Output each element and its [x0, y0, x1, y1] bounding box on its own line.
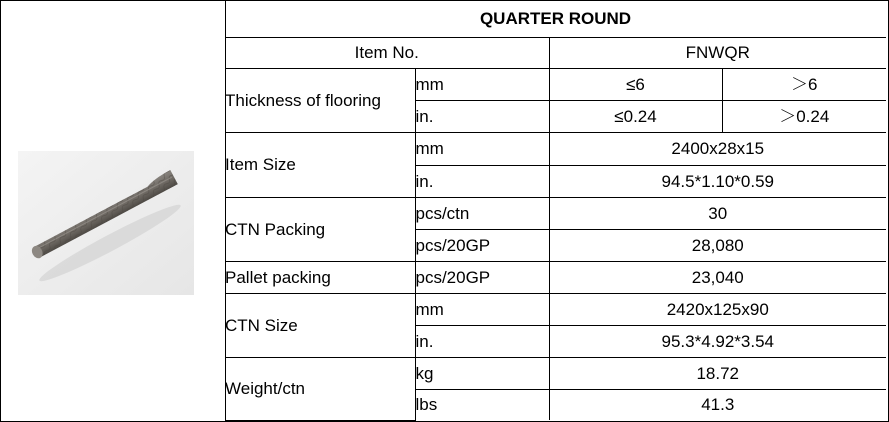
item-size-in-value: 94.5*1.10*0.59 — [549, 165, 886, 197]
weight-label: Weight/ctn — [225, 357, 415, 420]
unit-cell: mm — [415, 132, 549, 165]
unit-cell: mm — [415, 293, 549, 325]
weight-lbs-value: 41.3 — [549, 389, 886, 420]
unit-cell: in. — [415, 325, 549, 357]
unit-cell: lbs — [415, 389, 549, 420]
ctn-size-mm-value: 2420x125x90 — [549, 293, 886, 325]
item-size-label: Item Size — [225, 132, 415, 197]
ctn-size-in-value: 95.3*4.92*3.54 — [549, 325, 886, 357]
ctn-packing-label: CTN Packing — [225, 197, 415, 261]
pallet-packing-value: 23,040 — [549, 261, 886, 293]
unit-cell: in. — [415, 165, 549, 197]
unit-cell: mm — [415, 68, 549, 100]
pallet-packing-label: Pallet packing — [225, 261, 415, 293]
weight-kg-value: 18.72 — [549, 357, 886, 389]
unit-cell: pcs/20GP — [415, 261, 549, 293]
unit-cell: pcs/20GP — [415, 229, 549, 261]
ctn-packing-pcs-ctn-value: 30 — [549, 197, 886, 229]
thickness-mm-b: ＞6 — [722, 68, 886, 100]
unit-cell: in. — [415, 100, 549, 132]
thickness-label: Thickness of flooring — [225, 68, 415, 132]
thickness-mm-a: ≤6 — [549, 68, 722, 100]
unit-cell: pcs/ctn — [415, 197, 549, 229]
thickness-in-a: ≤0.24 — [549, 100, 722, 132]
item-no-label: Item No. — [225, 37, 549, 68]
quarter-round-spec-table — [225, 0, 886, 421]
item-no-value: FNWQR — [549, 37, 886, 68]
ctn-packing-pcs-20gp-value: 28,080 — [549, 229, 886, 261]
thickness-in-b: ＞0.24 — [722, 100, 886, 132]
ctn-size-label: CTN Size — [225, 293, 415, 357]
product-image-panel — [1, 1, 226, 421]
item-size-mm-value: 2400x28x15 — [549, 132, 886, 165]
table-title: QUARTER ROUND — [225, 0, 886, 37]
quarter-round-molding-image — [18, 151, 194, 295]
unit-cell: kg — [415, 357, 549, 389]
